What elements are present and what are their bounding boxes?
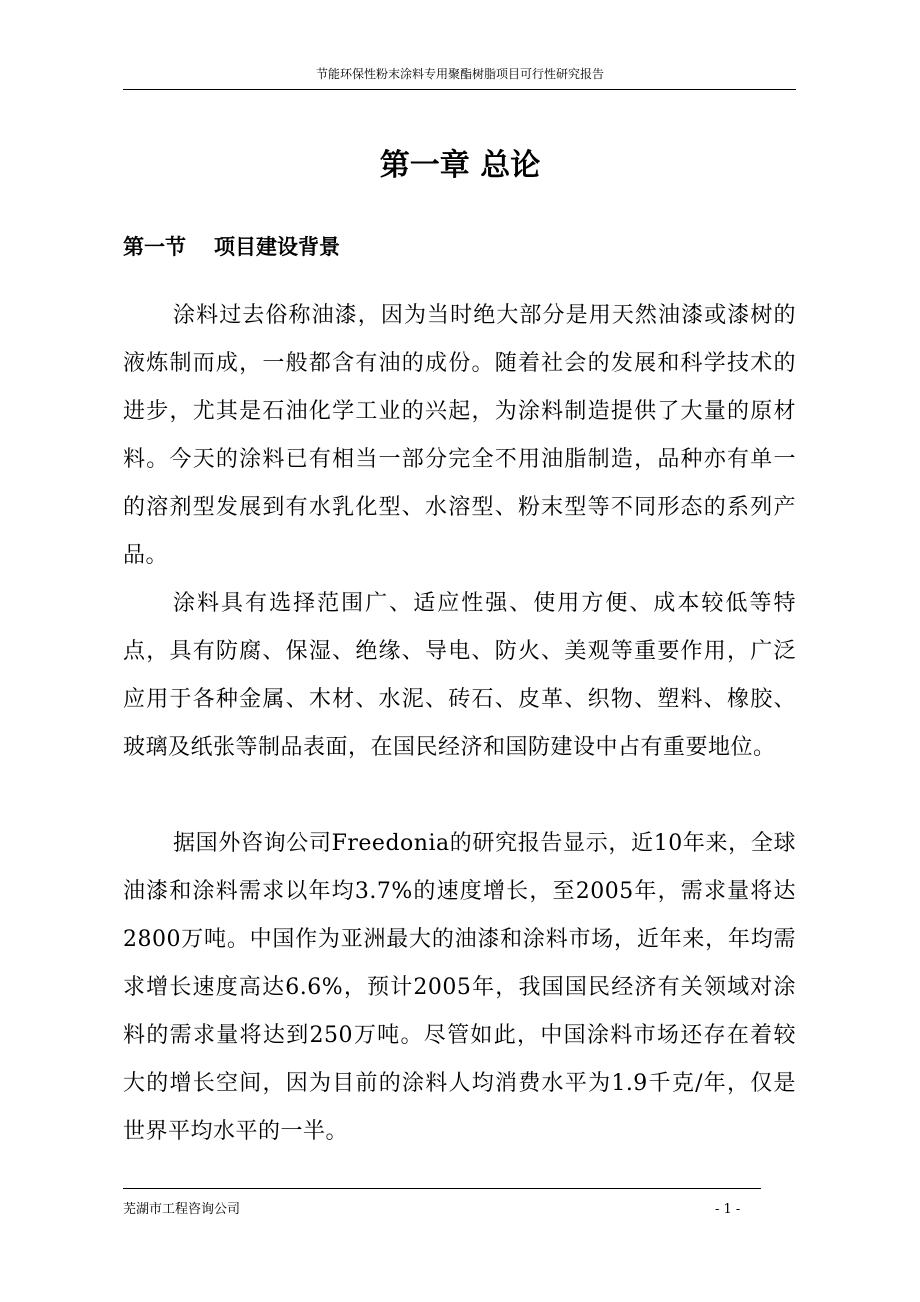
section-number: 第一节: [123, 235, 186, 259]
section-heading: [123, 230, 340, 264]
paragraph-3: 据国外咨询公司Freedonia的研究报告显示，近10年来，全球油漆和涂料需求以年均3.7%的速度增长，至2005年，需求量将达2800万吨。中国作为亚洲最大的油漆和涂料市场，近年来，年均需求增长速度高达6.6%，预计2005年，我国国民经济有关领域对涂料的需求量将达到250万吨。尽管如此，中国涂料市场还存在着较大的增长空间，因为目前的涂料人均消费水平为1.9千克/年，仅是世界平均水平的一半。: [123, 831, 796, 1144]
paragraph-1: 涂料过去俗称油漆，因为当时绝大部分是用天然油漆或漆树的液炼制而成，一般都含有油的成份。随着社会的发展和科学技术的进步，尤其是石油化学工业的兴起，为涂料制造提供了大量的原材料。今天的涂料已有相当一部分完全不用油脂制造，品种亦有单一的溶剂型发展到有水乳化型、水溶型、粉末型等不同形态的系列产品。: [123, 303, 796, 568]
body-text: [123, 292, 796, 580]
running-header: 节能环保性粉末涂料专用聚酯树脂项目可行性研究报告: [315, 67, 604, 81]
footer-divider: [123, 1188, 761, 1189]
page-number: - 1 -: [715, 1202, 741, 1217]
header-divider: [123, 89, 796, 90]
section-title: 项目建设背景: [214, 235, 340, 259]
paragraph-2: 涂料具有选择范围广、适应性强、使用方便、成本较低等特点，具有防腐、保湿、绝缘、导电、防火、美观等重要作用，广泛应用于各种金属、木材、水泥、砖石、皮革、织物、塑料、橡胶、玻璃及纸张等制品表面，在国民经济和国防建设中占有重要地位。: [123, 591, 796, 760]
footer-company: 芜湖市工程咨询公司: [123, 1202, 241, 1217]
chapter-title: 第一章 总论: [379, 148, 541, 183]
body-text: [123, 820, 796, 1156]
body-text: [123, 580, 796, 772]
